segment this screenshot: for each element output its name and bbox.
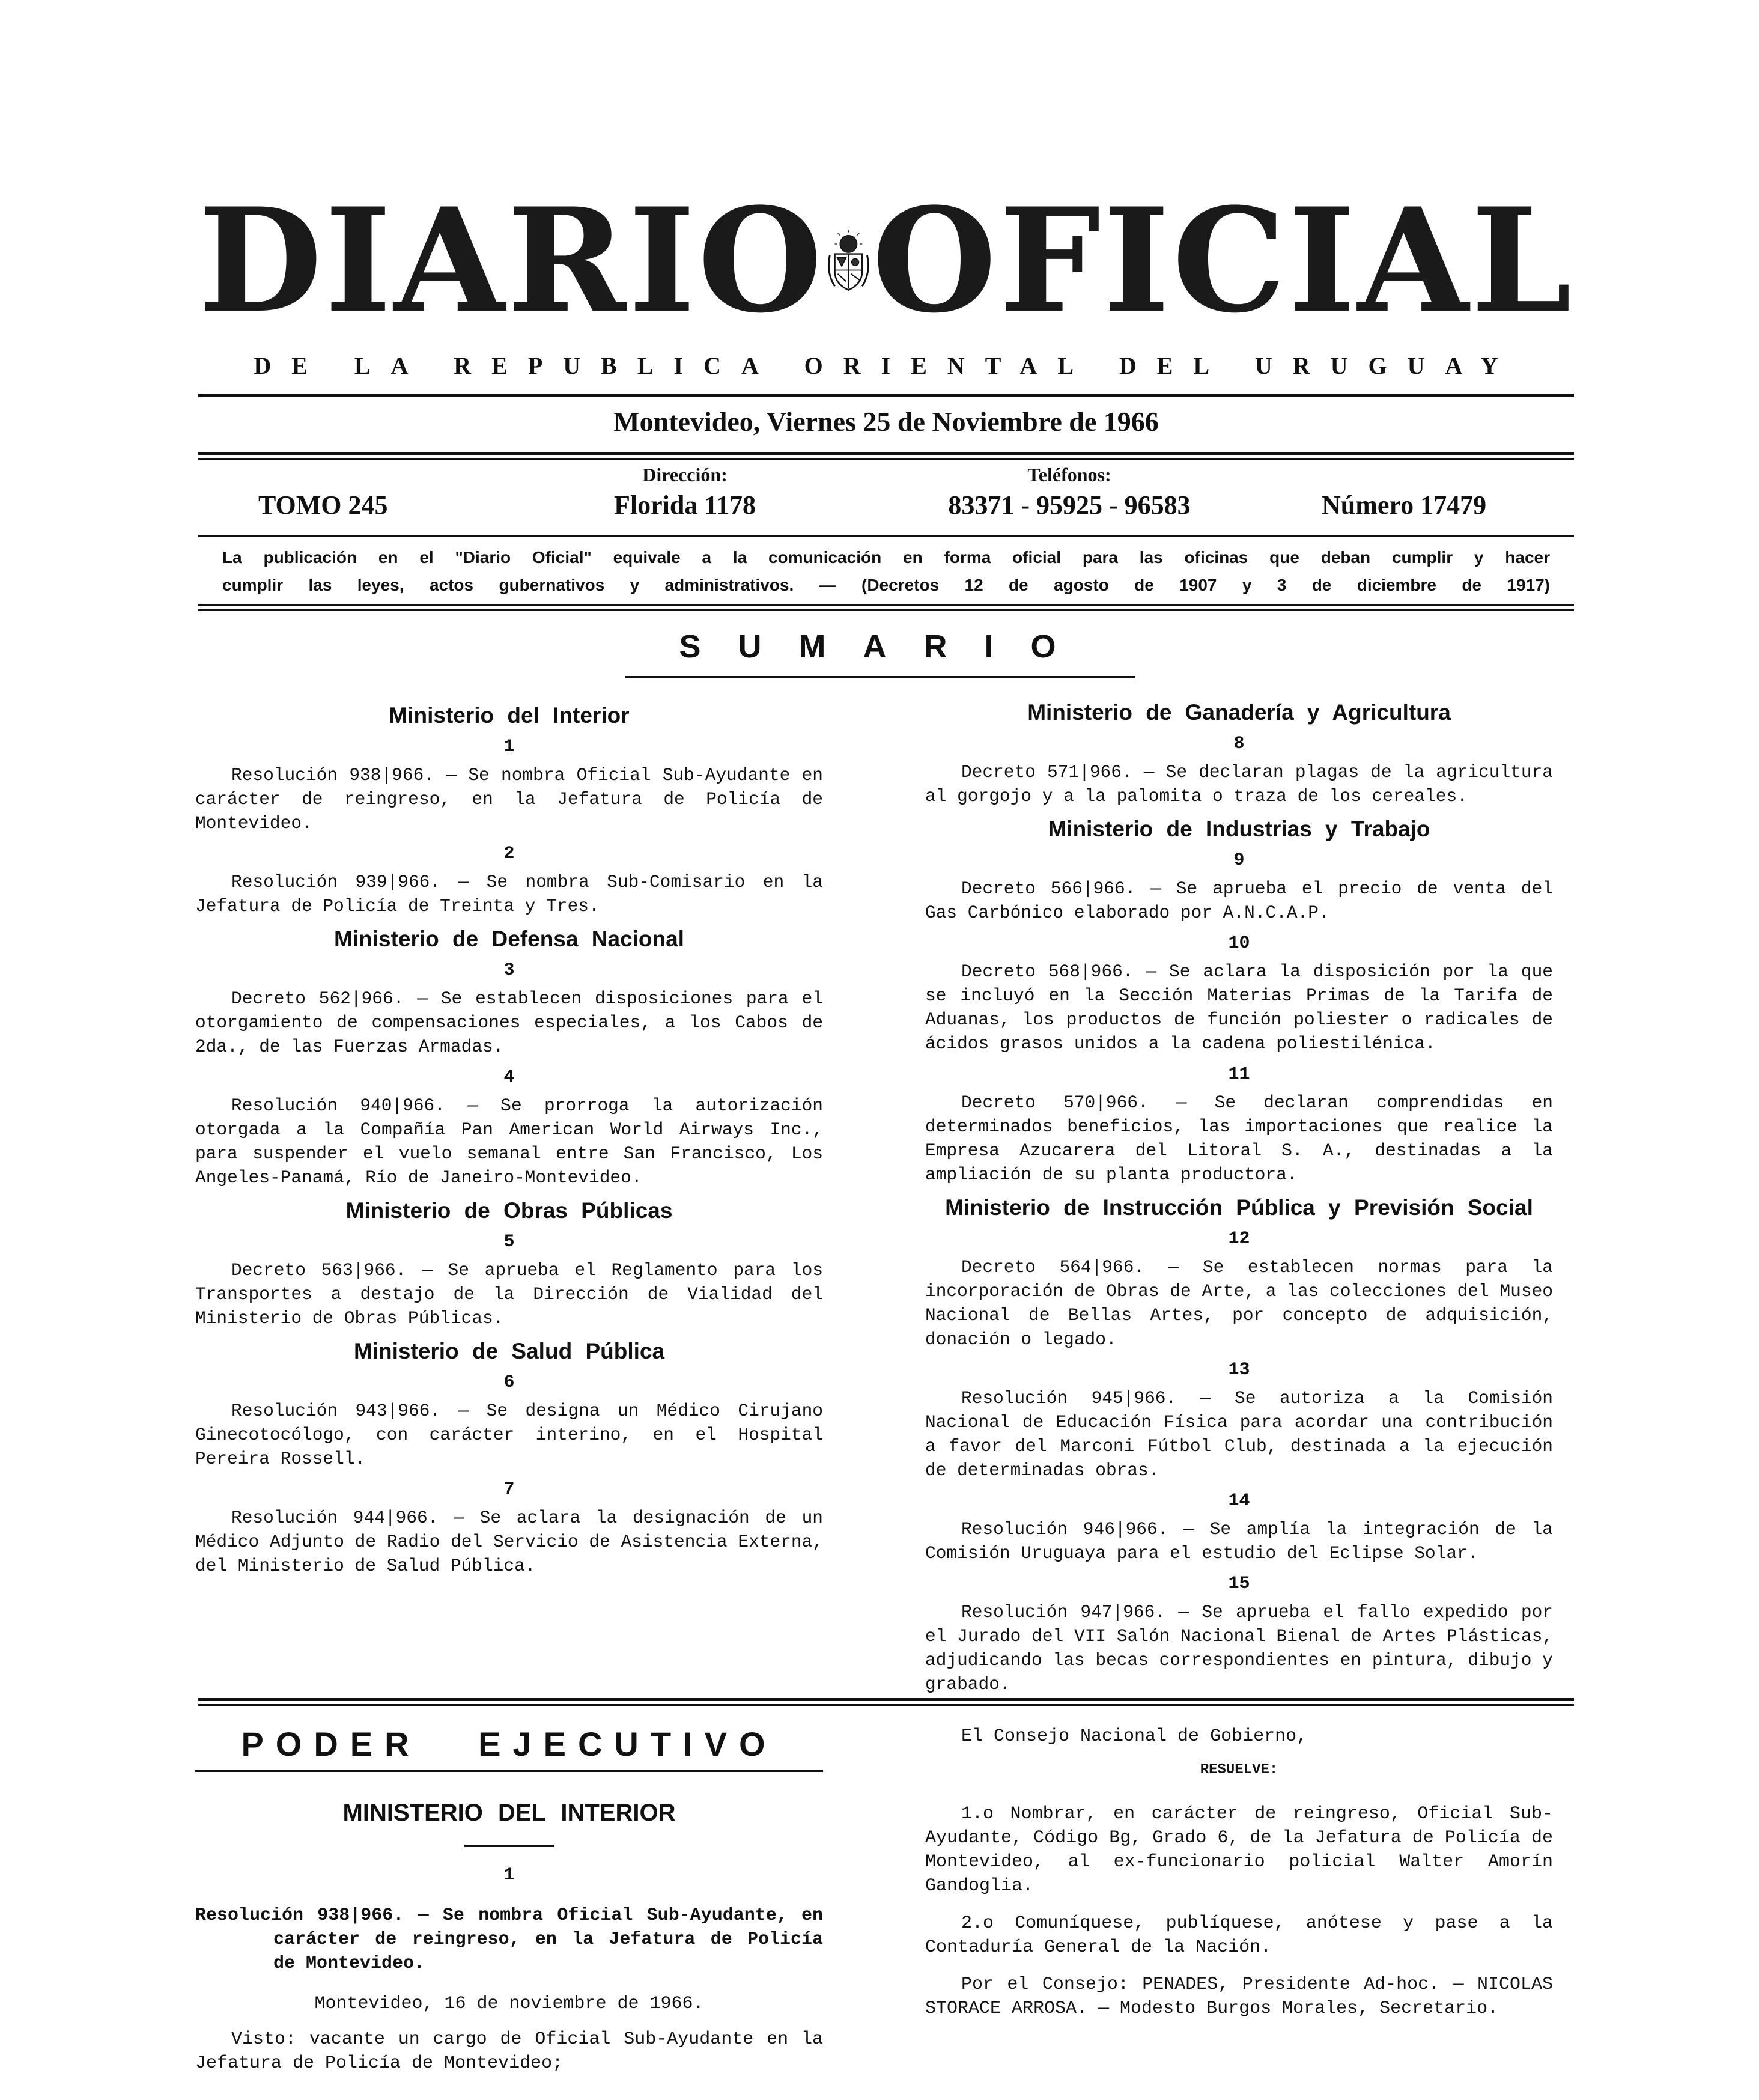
- summary-entry: Resolución 947|966. — Se aprueba el fallo expedido por el Jurado del VII Salón Nacional Bienal de Artes Plásticas, adjudicando las becas correspondientes en pintura, dibujo y grabado.: [925, 1602, 1553, 1694]
- ministry-heading: Ministerio del Interior: [389, 703, 630, 728]
- summary-entry: Resolución 945|966. — Se autoriza a la Comisión Nacional de Educación Física para acordar una contribución a favor del Marconi Fútbol Club, destinada a la ejecución de determinadas obras.: [925, 1388, 1554, 1481]
- telefonos-value: 83371 - 95925 - 96583: [948, 490, 1191, 520]
- divider: [464, 1845, 554, 1847]
- ministry-heading: Ministerio de Ganadería y Agricultura: [1027, 700, 1451, 725]
- ministry-heading: MINISTERIO DEL INTERIOR: [342, 1800, 676, 1826]
- sumario-underline: [625, 676, 1135, 678]
- resolution-heading: Resolución 938|966. — Se nombra Oficial Sub-Ayudante, en carácter de reingreso, en la Jefatura de Policía de Montevideo.: [195, 1905, 823, 1974]
- body-right-column: [925, 1724, 1553, 2034]
- summary-entry: Resolución 940|966. — Se prorroga la autorización otorgada a la Compañía Pan American World Airways Inc., para suspender el vuelo semanal entre San Francisco, Los Angeles-Panamá, Río de Janeiro-Montevideo.: [195, 1095, 823, 1188]
- summary-entry: Decreto 571|966. — Se declaran plagas de la agricultura al gorgojo y a la palomita o traza de los cereales.: [925, 762, 1553, 806]
- ministry-heading: Ministerio de Instrucción Pública y Previsión Social: [945, 1195, 1533, 1220]
- signature-block: Por el Consejo: PENADES, Presidente Ad-hoc. — NICOLAS STORACE ARROSA. — Modesto Burgos Morales, Secretario.: [925, 1974, 1553, 2019]
- legal-notice-line-1: La publicación en el "Diario Oficial" equivale a la comunicación en forma oficial para las oficinas que deban cumplir y hacer: [222, 548, 1550, 567]
- sumario-right-column: [925, 700, 1553, 1705]
- date-line: Montevideo, Viernes 25 de Noviembre de 1966: [613, 406, 1159, 437]
- resolution-date: Montevideo, 16 de noviembre de 1966.: [314, 1994, 704, 2014]
- summary-entry: Decreto 570|966. — Se declaran comprendidas en determinados beneficios, las importaciones que realice la Empresa Azucarera del Litoral S. A., destinadas a la ampliación de su planta productora.: [925, 1092, 1554, 1185]
- entry-number: 3: [503, 960, 515, 981]
- coat-of-arms-icon: [825, 186, 872, 336]
- tomo: TOMO 245: [258, 490, 388, 520]
- resolution-article: 1.o Nombrar, en carácter de reingreso, Oficial Sub-Ayudante, Código Bg, Grado 6, de la Jefatura de Policía de Montevideo, al ex-funcionario policial Walter Amorín Gandoglia.: [925, 1804, 1553, 1896]
- rule-sumario-end-1: [198, 1698, 1574, 1701]
- masthead-title-left: DIARIO: [198, 177, 825, 345]
- summary-entry: Decreto 562|966. — Se establecen disposiciones para el otorgamiento de compensaciones especiales, a los Cabos de 2da., de las Fuerzas Armadas.: [195, 988, 823, 1057]
- body-left-column: [195, 1800, 823, 2089]
- summary-entry: Resolución 946|966. — Se amplía la integración de la Comisión Uruguaya para el estudio del Eclipse Solar.: [925, 1519, 1553, 1563]
- telefonos-label: Teléfonos:: [1027, 464, 1111, 485]
- entry-number: 5: [503, 1232, 515, 1252]
- ministry-heading: Ministerio de Defensa Nacional: [334, 927, 684, 951]
- resolution-visto: Visto: vacante un cargo de Oficial Sub-Ayudante en la Jefatura de Policía de Montevideo;: [195, 2029, 823, 2074]
- consejo-line: El Consejo Nacional de Gobierno,: [961, 1726, 1308, 1747]
- legal-notice: [222, 544, 1550, 599]
- entry-number: 4: [503, 1067, 515, 1088]
- summary-entry: Decreto 564|966. — Se establecen normas para la incorporación de Obras de Arte, a las colecciones del Museo Nacional de Bellas Artes, por concepto de adquisición, donación o legado.: [925, 1257, 1554, 1350]
- rule-info: [198, 535, 1574, 537]
- summary-entry: Resolución 943|966. — Se designa un Médico Cirujano Ginecotocólogo, con carácter interino, en el Hospital Pereira Rossell.: [195, 1401, 823, 1469]
- summary-entry: Resolución 944|966. — Se aclara la designación de un Médico Adjunto de Radio del Servicio de Asistencia Externa, del Ministerio de Salud Pública.: [195, 1508, 823, 1576]
- ministry-heading: Ministerio de Industrias y Trabajo: [1048, 817, 1430, 841]
- rule-notice-1: [198, 604, 1574, 606]
- entry-number: 11: [1228, 1064, 1250, 1085]
- entry-number: 9: [1233, 850, 1245, 871]
- masthead: [198, 177, 1574, 345]
- rule-date-1: [198, 452, 1574, 455]
- entry-number: 12: [1228, 1229, 1250, 1249]
- resuelve-heading: RESUELVE:: [1200, 1762, 1278, 1778]
- direccion-label: Dirección:: [642, 464, 728, 485]
- entry-number: 8: [1233, 734, 1245, 754]
- rule-notice-2: [198, 609, 1574, 611]
- summary-entry: Decreto 563|966. — Se aprueba el Reglamento para los Transportes a destajo de la Dirección de Vialidad del Ministerio de Obras Públicas.: [195, 1260, 823, 1328]
- rule-sumario-end-2: [198, 1704, 1574, 1706]
- masthead-subtitle: DE LA REPUBLICA ORIENTAL DEL URUGUAY: [254, 352, 1519, 379]
- ministry-heading: Ministerio de Salud Pública: [353, 1339, 665, 1363]
- entry-number: 14: [1228, 1491, 1250, 1511]
- entry-number: 7: [503, 1479, 515, 1500]
- ministry-heading: Ministerio de Obras Públicas: [345, 1198, 673, 1223]
- legal-notice-line-2: cumplir las leyes, actos gubernativos y administrativos. — (Decretos 12 de agosto de 1907 y 3 de diciembre de 1917): [222, 576, 1550, 594]
- entry-number: 2: [503, 844, 515, 864]
- rule-top: [198, 394, 1574, 397]
- sumario-left-column: [195, 703, 823, 1586]
- numero: Número 17479: [1322, 490, 1487, 520]
- resolution-article: 2.o Comuníquese, publíquese, anótese y pase a la Contaduría General de la Nación.: [925, 1913, 1553, 1958]
- entry-number: 13: [1228, 1360, 1250, 1380]
- entry-number: 15: [1228, 1574, 1250, 1594]
- summary-entry: Resolución 938|966. — Se nombra Oficial Sub-Ayudante en carácter de reingreso, en la Jefatura de Policía de Montevideo.: [195, 765, 823, 833]
- rule-date-2: [198, 458, 1574, 460]
- entry-number: 6: [503, 1372, 515, 1393]
- summary-entry: Resolución 939|966. — Se nombra Sub-Comisario en la Jefatura de Policía de Treinta y Tres.: [195, 872, 823, 916]
- section-title-underline: [195, 1770, 823, 1772]
- sumario-title: SUMARIO: [679, 628, 1093, 665]
- direccion-value: Florida 1178: [614, 490, 756, 520]
- entry-number: 1: [503, 1865, 515, 1885]
- entry-number: 10: [1228, 933, 1250, 954]
- summary-entry: Decreto 566|966. — Se aprueba el precio de venta del Gas Carbónico elaborado por A.N.C.A.P.: [925, 878, 1553, 923]
- section-title: PODER EJECUTIVO: [241, 1725, 777, 1763]
- summary-entry: Decreto 568|966. — Se aclara la disposición por la que se incluyó en la Sección Materias Primas de la Tarifa de Aduanas, los productos de función poliester o radicales de ácidos grasos unidos a la cadena poliestilénica.: [925, 961, 1553, 1054]
- masthead-title-right: OFICIAL: [872, 177, 1574, 345]
- entry-number: 1: [503, 737, 515, 757]
